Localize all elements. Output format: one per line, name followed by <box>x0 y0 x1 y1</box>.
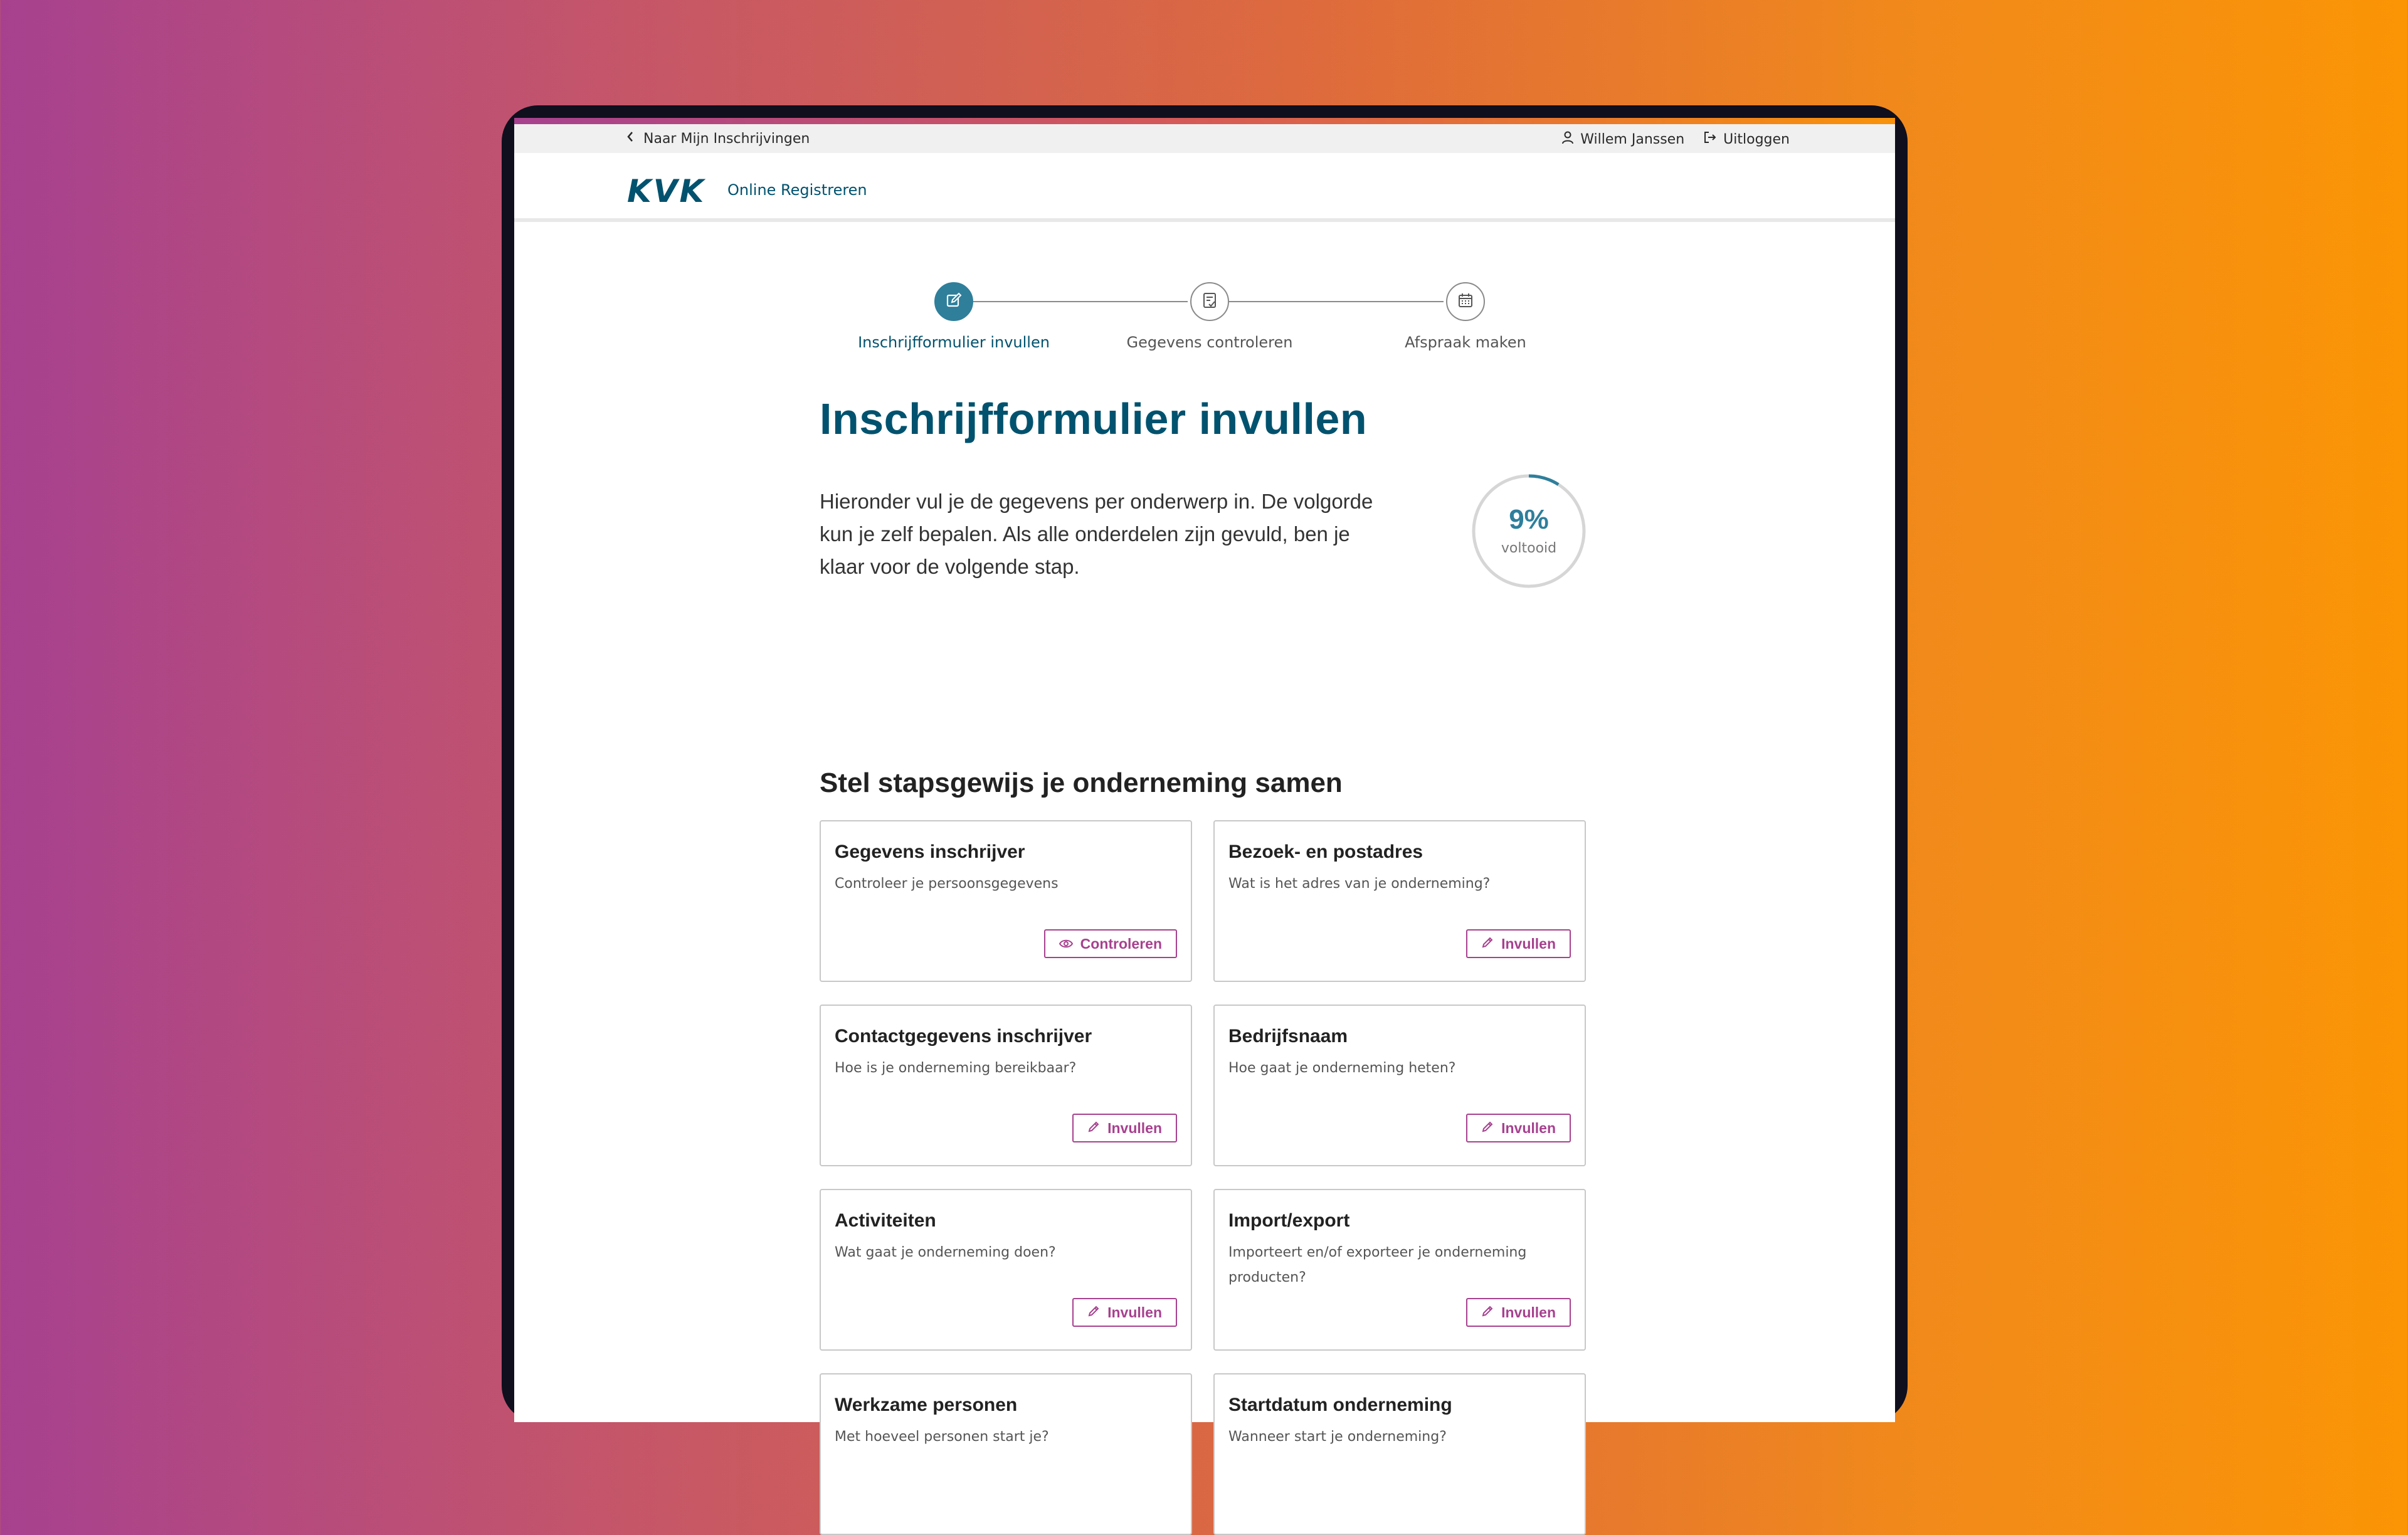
card-werkzame-personen <box>820 1373 1192 1535</box>
card-description: Hoe is je onderneming bereikbaar? <box>835 1060 1077 1076</box>
browser-screen <box>514 118 1895 1445</box>
card-description: Met hoeveel personen start je? <box>835 1429 1049 1445</box>
site-header <box>514 153 1895 222</box>
invullen-button[interactable] <box>1466 1114 1571 1142</box>
invullen-button[interactable] <box>1466 1298 1571 1327</box>
progress-ring <box>1471 473 1587 589</box>
card-title: Bedrijfsnaam <box>1228 1026 1348 1047</box>
section-title: Stel stapsgewijs je onderneming samen <box>820 768 1343 798</box>
progress-label: voltooid <box>1501 541 1557 556</box>
chevron-left-icon <box>626 130 635 147</box>
logout-link[interactable] <box>1703 130 1790 148</box>
card-title: Bezoek- en postadres <box>1228 841 1423 862</box>
card-activiteiten <box>820 1189 1192 1351</box>
top-bar <box>514 124 1895 153</box>
card-gegevens-inschrijver <box>820 820 1192 982</box>
card-description: Importeert en/of exporteer je onderneming producten? <box>1228 1245 1527 1285</box>
pencil-icon <box>1481 1120 1494 1137</box>
pencil-icon <box>1087 1304 1100 1321</box>
pencil-icon <box>1087 1120 1100 1137</box>
logout-icon <box>1703 130 1717 148</box>
pencil-icon <box>1481 1304 1494 1321</box>
step-2-circle[interactable] <box>1190 282 1229 321</box>
edit-icon <box>945 292 963 312</box>
card-startdatum <box>1213 1373 1586 1535</box>
page-title: Inschrijfformulier invullen <box>820 394 1368 443</box>
user-name: Willem Janssen <box>1580 131 1685 147</box>
card-title: Werkzame personen <box>835 1395 1018 1415</box>
invullen-button[interactable] <box>1466 929 1571 958</box>
pencil-icon <box>1481 936 1494 952</box>
step-3-label: Afspraak maken <box>1405 334 1526 351</box>
review-icon <box>1201 292 1218 312</box>
card-title: Gegevens inschrijver <box>835 841 1025 862</box>
button-label: Invullen <box>1501 935 1556 952</box>
back-link[interactable] <box>626 130 810 147</box>
accent-bar <box>514 118 1895 124</box>
card-import-export <box>1213 1189 1586 1351</box>
card-bezoek-postadres <box>1213 820 1586 982</box>
progress-stepper <box>514 282 1895 370</box>
card-bedrijfsnaam <box>1213 1005 1586 1166</box>
card-title: Startdatum onderneming <box>1228 1395 1452 1415</box>
intro-text: Hieronder vul je de gegevens per onderwerp in. De volgorde kun je zelf bepalen. Als alle onderdelen zijn gevuld, ben je klaar voor de volgende stap. <box>820 490 1373 578</box>
kvk-logo[interactable]: KVK <box>627 173 706 209</box>
card-title: Activiteiten <box>835 1210 936 1231</box>
user-menu[interactable] <box>1561 130 1684 148</box>
card-description: Wat is het adres van je onderneming? <box>1228 876 1491 892</box>
invullen-button[interactable] <box>1072 1114 1177 1142</box>
user-icon <box>1561 130 1574 148</box>
card-description: Wanneer start je onderneming? <box>1228 1429 1447 1445</box>
step-3-circle[interactable] <box>1446 282 1485 321</box>
step-1-label: Inschrijfformulier invullen <box>858 334 1050 351</box>
card-description: Controleer je persoonsgegevens <box>835 876 1059 892</box>
button-label: Invullen <box>1107 1119 1162 1136</box>
invullen-button[interactable] <box>1072 1298 1177 1327</box>
controleren-button[interactable] <box>1044 929 1177 958</box>
step-connector <box>1229 301 1444 302</box>
button-label: Invullen <box>1107 1304 1162 1321</box>
button-label: Invullen <box>1501 1304 1556 1321</box>
eye-icon <box>1059 936 1073 952</box>
site-subtitle: Online Registreren <box>727 181 867 199</box>
calendar-icon <box>1457 292 1474 312</box>
back-link-label: Naar Mijn Inschrijvingen <box>643 130 810 147</box>
button-label: Controleren <box>1080 935 1162 952</box>
button-label: Invullen <box>1501 1119 1556 1136</box>
card-grid <box>820 820 1586 1535</box>
step-1-circle[interactable] <box>934 282 973 321</box>
progress-percent: 9% <box>1509 504 1549 535</box>
card-description: Wat gaat je onderneming doen? <box>835 1245 1056 1260</box>
card-contactgegevens <box>820 1005 1192 1166</box>
logout-label: Uitloggen <box>1723 131 1790 147</box>
card-title: Import/export <box>1228 1210 1350 1231</box>
card-title: Contactgegevens inschrijver <box>835 1026 1092 1047</box>
card-description: Hoe gaat je onderneming heten? <box>1228 1060 1456 1076</box>
step-connector <box>973 301 1188 302</box>
step-2-label: Gegevens controleren <box>1126 334 1293 351</box>
device-frame <box>502 105 1908 1445</box>
